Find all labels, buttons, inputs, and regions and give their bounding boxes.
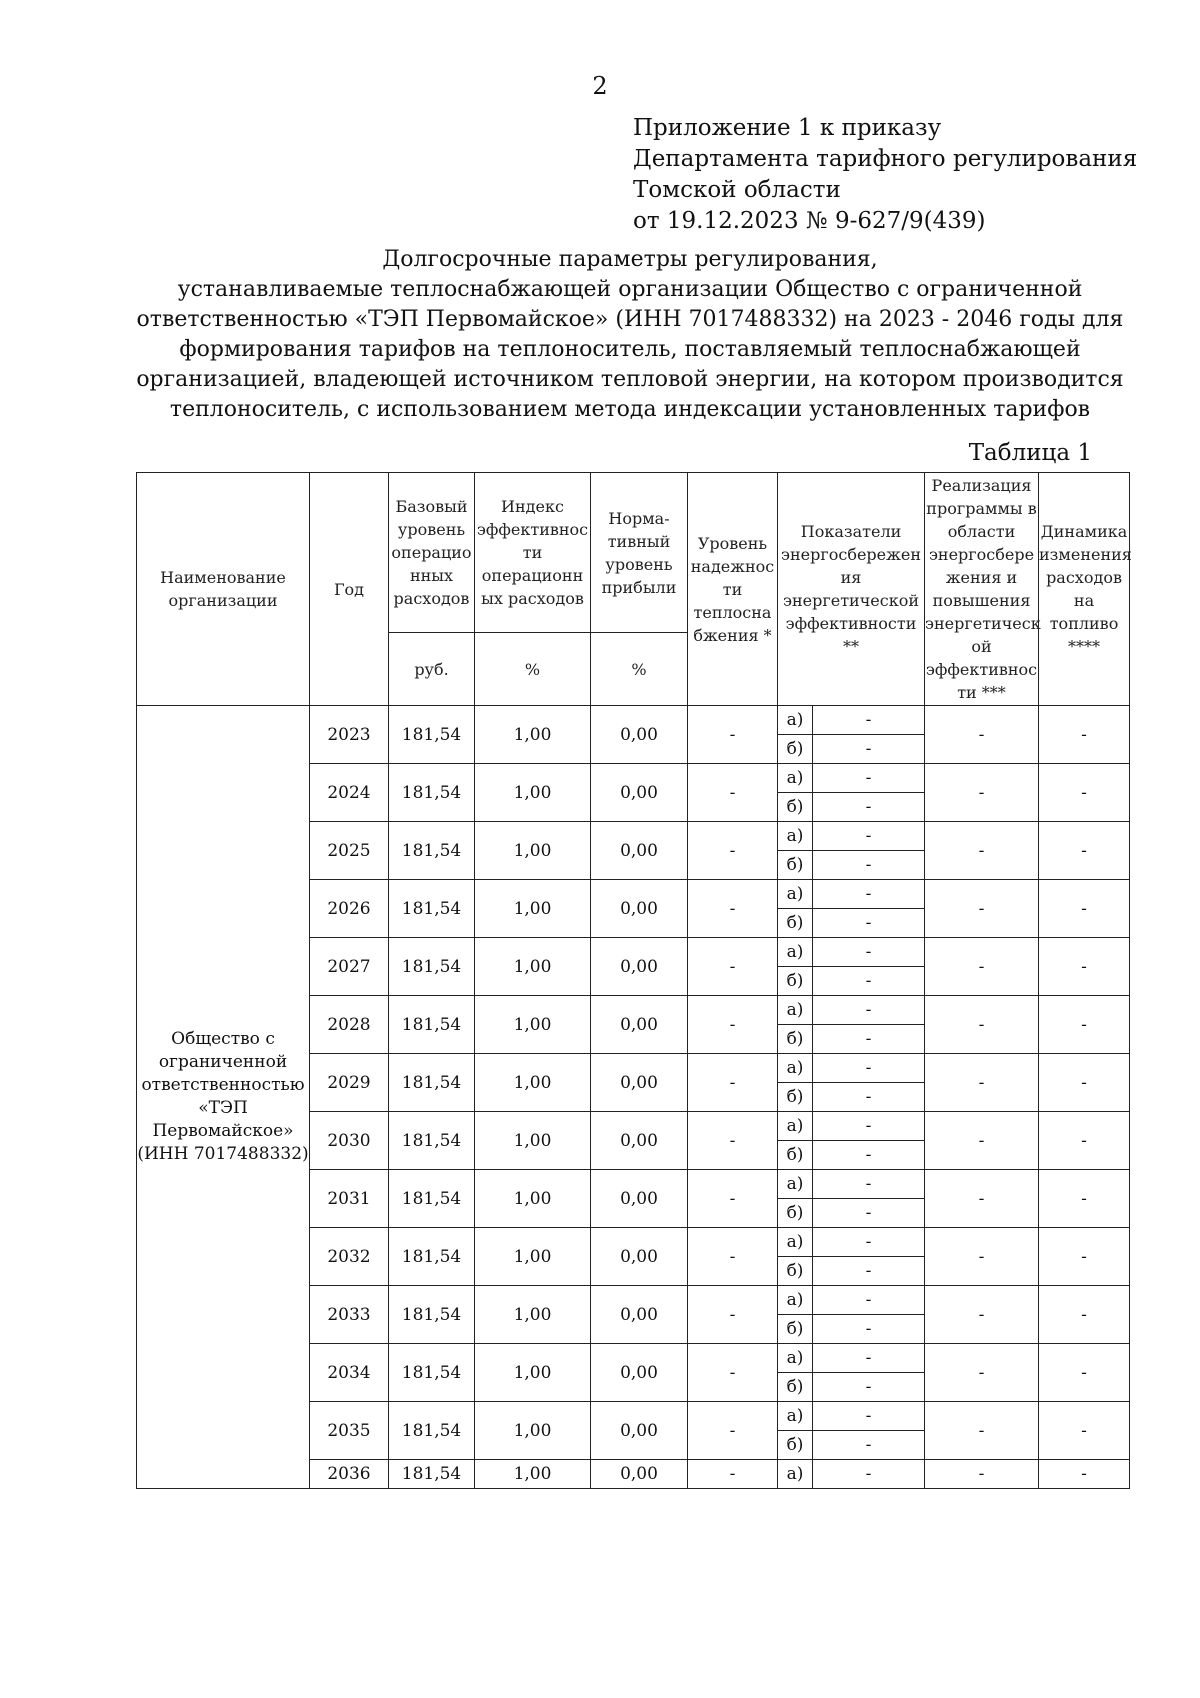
year-cell: 2029 bbox=[310, 1054, 389, 1112]
program-cell: - bbox=[925, 1344, 1039, 1402]
energy-a-cell: - bbox=[813, 822, 925, 851]
unit-percent: % bbox=[475, 633, 591, 706]
energy-b-cell: - bbox=[813, 1315, 925, 1344]
energy-b-cell: - bbox=[813, 967, 925, 996]
fuel-cell: - bbox=[1039, 1112, 1130, 1170]
label-a: а) bbox=[778, 1170, 813, 1199]
efficiency-index-cell: 1,00 bbox=[475, 880, 591, 938]
base-level-cell: 181,54 bbox=[389, 1170, 475, 1228]
energy-a-cell: - bbox=[813, 1402, 925, 1431]
reliability-cell: - bbox=[688, 1402, 778, 1460]
title-line: организацией, владеющей источником тепловой энергии, на котором производится bbox=[136, 367, 1124, 392]
header-line: топливо bbox=[1049, 614, 1119, 633]
header-line: программы в bbox=[926, 499, 1037, 518]
header-year: Год bbox=[310, 473, 389, 706]
fuel-cell: - bbox=[1039, 1460, 1130, 1489]
appendix-date-number: от 19.12.2023 № 9-627/9(439) bbox=[633, 208, 986, 234]
header-line: Реализация bbox=[931, 476, 1032, 495]
header-line: надежнос bbox=[690, 556, 775, 576]
parameters-table bbox=[136, 472, 1130, 1489]
base-level-cell: 181,54 bbox=[389, 1054, 475, 1112]
unit-rub: руб. bbox=[389, 633, 475, 706]
appendix-line: Приложение 1 к приказу bbox=[633, 115, 942, 141]
table-row bbox=[137, 706, 1130, 735]
label-a: а) bbox=[778, 1460, 813, 1489]
fuel-cell: - bbox=[1039, 706, 1130, 764]
profit-level-cell: 0,00 bbox=[591, 1112, 688, 1170]
reliability-cell: - bbox=[688, 1054, 778, 1112]
appendix-line: Департамента тарифного регулирования bbox=[633, 146, 1138, 172]
energy-a-cell: - bbox=[813, 1112, 925, 1141]
table-body bbox=[137, 706, 1130, 1489]
header-line: ти bbox=[522, 543, 543, 562]
header-line: теплосна bbox=[693, 602, 772, 622]
base-level-cell: 181,54 bbox=[389, 822, 475, 880]
label-b: б) bbox=[778, 1315, 813, 1344]
label-b: б) bbox=[778, 1257, 813, 1286]
energy-b-cell: - bbox=[813, 1257, 925, 1286]
fuel-cell: - bbox=[1039, 1286, 1130, 1344]
efficiency-index-cell: 1,00 bbox=[475, 1460, 591, 1489]
program-cell: - bbox=[925, 1460, 1039, 1489]
year-cell: 2025 bbox=[310, 822, 389, 880]
fuel-cell: - bbox=[1039, 1054, 1130, 1112]
header-line: ой bbox=[971, 637, 992, 656]
base-level-cell: 181,54 bbox=[389, 706, 475, 764]
efficiency-index-cell: 1,00 bbox=[475, 1344, 591, 1402]
header-line: эффективности bbox=[785, 614, 917, 633]
energy-b-cell: - bbox=[813, 793, 925, 822]
profit-level-cell: 0,00 bbox=[591, 1228, 688, 1286]
header-line: расходов bbox=[1046, 568, 1122, 587]
energy-b-cell: - bbox=[813, 909, 925, 938]
org-line: ограниченной bbox=[158, 1052, 288, 1072]
header-line: **** bbox=[1068, 637, 1101, 656]
base-level-cell: 181,54 bbox=[389, 1344, 475, 1402]
base-level-cell: 181,54 bbox=[389, 996, 475, 1054]
reliability-cell: - bbox=[688, 822, 778, 880]
reliability-cell: - bbox=[688, 938, 778, 996]
base-level-cell: 181,54 bbox=[389, 1286, 475, 1344]
energy-a-cell: - bbox=[813, 706, 925, 735]
header-org bbox=[137, 473, 310, 706]
efficiency-index-cell: 1,00 bbox=[475, 1228, 591, 1286]
energy-a-cell: - bbox=[813, 1344, 925, 1373]
org-line: Первомайское» bbox=[152, 1121, 294, 1141]
program-cell: - bbox=[925, 822, 1039, 880]
year-cell: 2027 bbox=[310, 938, 389, 996]
label-b: б) bbox=[778, 909, 813, 938]
year-cell: 2036 bbox=[310, 1460, 389, 1489]
reliability-cell: - bbox=[688, 1228, 778, 1286]
header-line: бжения * bbox=[693, 625, 772, 645]
energy-a-cell: - bbox=[813, 996, 925, 1025]
year-cell: 2031 bbox=[310, 1170, 389, 1228]
program-cell: - bbox=[925, 1170, 1039, 1228]
label-b: б) bbox=[778, 735, 813, 764]
header-line: ** bbox=[843, 637, 859, 656]
energy-b-cell: - bbox=[813, 851, 925, 880]
label-a: а) bbox=[778, 996, 813, 1025]
label-b: б) bbox=[778, 793, 813, 822]
label-a: а) bbox=[778, 822, 813, 851]
year-cell: 2035 bbox=[310, 1402, 389, 1460]
efficiency-index-cell: 1,00 bbox=[475, 764, 591, 822]
header-line: уровень bbox=[605, 554, 673, 574]
header-line: Динамика bbox=[1040, 522, 1128, 541]
label-b: б) bbox=[778, 851, 813, 880]
title-line: формирования тарифов на теплоноситель, поставляемый теплоснабжающей bbox=[179, 337, 1081, 362]
label-b: б) bbox=[778, 1431, 813, 1460]
header-line: операцио bbox=[391, 543, 472, 562]
table-label: Таблица 1 bbox=[968, 440, 1092, 466]
energy-a-cell: - bbox=[813, 1460, 925, 1489]
profit-level-cell: 0,00 bbox=[591, 764, 688, 822]
label-b: б) bbox=[778, 967, 813, 996]
header-line: области bbox=[947, 522, 1016, 541]
header-line: Уровень bbox=[697, 533, 768, 553]
header-line: организации bbox=[168, 591, 278, 610]
efficiency-index-cell: 1,00 bbox=[475, 706, 591, 764]
reliability-cell: - bbox=[688, 880, 778, 938]
program-cell: - bbox=[925, 1286, 1039, 1344]
efficiency-index-cell: 1,00 bbox=[475, 996, 591, 1054]
profit-level-cell: 0,00 bbox=[591, 1054, 688, 1112]
reliability-cell: - bbox=[688, 1112, 778, 1170]
header-reliability bbox=[688, 473, 778, 706]
reliability-cell: - bbox=[688, 1170, 778, 1228]
program-cell: - bbox=[925, 938, 1039, 996]
header-line: расходов bbox=[393, 589, 470, 608]
energy-a-cell: - bbox=[813, 764, 925, 793]
year-cell: 2023 bbox=[310, 706, 389, 764]
header-efficiency-index bbox=[475, 473, 591, 633]
org-line: Общество с bbox=[171, 1029, 275, 1049]
header-fuel-dynamics bbox=[1039, 473, 1130, 706]
year-cell: 2028 bbox=[310, 996, 389, 1054]
energy-a-cell: - bbox=[813, 1228, 925, 1257]
energy-a-cell: - bbox=[813, 880, 925, 909]
title-line: Долгосрочные параметры регулирования, bbox=[382, 247, 878, 272]
header-base-level bbox=[389, 473, 475, 633]
program-cell: - bbox=[925, 1402, 1039, 1460]
header-line: повышения bbox=[932, 591, 1031, 610]
fuel-cell: - bbox=[1039, 822, 1130, 880]
reliability-cell: - bbox=[688, 1344, 778, 1402]
profit-level-cell: 0,00 bbox=[591, 1286, 688, 1344]
header-line: Наименование bbox=[160, 568, 286, 587]
efficiency-index-cell: 1,00 bbox=[475, 1402, 591, 1460]
program-cell: - bbox=[925, 1054, 1039, 1112]
base-level-cell: 181,54 bbox=[389, 764, 475, 822]
base-level-cell: 181,54 bbox=[389, 1402, 475, 1460]
header-line: энергосбере bbox=[928, 545, 1035, 564]
header-line: прибыли bbox=[601, 577, 677, 597]
header-line: на bbox=[1073, 591, 1095, 610]
header-energy-saving bbox=[778, 473, 925, 706]
header-line: тивный bbox=[607, 531, 671, 551]
fuel-cell: - bbox=[1039, 1228, 1130, 1286]
energy-b-cell: - bbox=[813, 1025, 925, 1054]
base-level-cell: 181,54 bbox=[389, 880, 475, 938]
program-cell: - bbox=[925, 880, 1039, 938]
title-line: устанавливаемые теплоснабжающей организации Общество с ограниченной bbox=[177, 277, 1083, 302]
header-line: уровень bbox=[397, 520, 466, 539]
energy-a-cell: - bbox=[813, 1170, 925, 1199]
efficiency-index-cell: 1,00 bbox=[475, 1112, 591, 1170]
label-a: а) bbox=[778, 1054, 813, 1083]
header-program bbox=[925, 473, 1039, 706]
header-line: нных bbox=[409, 566, 454, 585]
efficiency-index-cell: 1,00 bbox=[475, 1170, 591, 1228]
base-level-cell: 181,54 bbox=[389, 938, 475, 996]
label-a: а) bbox=[778, 764, 813, 793]
reliability-cell: - bbox=[688, 706, 778, 764]
program-cell: - bbox=[925, 764, 1039, 822]
label-a: а) bbox=[778, 1112, 813, 1141]
base-level-cell: 181,54 bbox=[389, 1228, 475, 1286]
profit-level-cell: 0,00 bbox=[591, 822, 688, 880]
header-line: ти *** bbox=[957, 683, 1006, 702]
header-line: эффективнос bbox=[925, 660, 1038, 679]
reliability-cell: - bbox=[688, 1286, 778, 1344]
year-cell: 2024 bbox=[310, 764, 389, 822]
label-b: б) bbox=[778, 1141, 813, 1170]
header-profit-level bbox=[591, 473, 688, 633]
header-line: изменения bbox=[1039, 545, 1132, 564]
organization-name bbox=[137, 706, 310, 1489]
label-a: а) bbox=[778, 938, 813, 967]
label-b: б) bbox=[778, 1025, 813, 1054]
energy-b-cell: - bbox=[813, 735, 925, 764]
org-line: ответственностью bbox=[141, 1075, 305, 1095]
fuel-cell: - bbox=[1039, 880, 1130, 938]
org-line: (ИНН 7017488332) bbox=[137, 1144, 309, 1164]
program-cell: - bbox=[925, 1112, 1039, 1170]
fuel-cell: - bbox=[1039, 1170, 1130, 1228]
header-line: операционн bbox=[481, 566, 584, 585]
label-b: б) bbox=[778, 1083, 813, 1112]
fuel-cell: - bbox=[1039, 996, 1130, 1054]
label-a: а) bbox=[778, 880, 813, 909]
year-cell: 2026 bbox=[310, 880, 389, 938]
header-line: эффективнос bbox=[476, 520, 589, 539]
year-cell: 2033 bbox=[310, 1286, 389, 1344]
header-line: Норма- bbox=[608, 508, 670, 528]
efficiency-index-cell: 1,00 bbox=[475, 1286, 591, 1344]
header-line: жения и bbox=[945, 568, 1018, 587]
reliability-cell: - bbox=[688, 764, 778, 822]
profit-level-cell: 0,00 bbox=[591, 706, 688, 764]
label-a: а) bbox=[778, 1402, 813, 1431]
label-a: а) bbox=[778, 1344, 813, 1373]
profit-level-cell: 0,00 bbox=[591, 938, 688, 996]
year-cell: 2032 bbox=[310, 1228, 389, 1286]
year-cell: 2030 bbox=[310, 1112, 389, 1170]
profit-level-cell: 0,00 bbox=[591, 996, 688, 1054]
document-title bbox=[120, 245, 1140, 425]
appendix-block bbox=[633, 113, 1137, 237]
efficiency-index-cell: 1,00 bbox=[475, 822, 591, 880]
unit-percent: % bbox=[591, 633, 688, 706]
base-level-cell: 181,54 bbox=[389, 1460, 475, 1489]
energy-a-cell: - bbox=[813, 938, 925, 967]
energy-a-cell: - bbox=[813, 1286, 925, 1315]
efficiency-index-cell: 1,00 bbox=[475, 938, 591, 996]
header-line: Базовый bbox=[395, 497, 468, 516]
label-a: а) bbox=[778, 706, 813, 735]
energy-b-cell: - bbox=[813, 1199, 925, 1228]
title-line: ответственностью «ТЭП Первомайское» (ИНН 7017488332) на 2023 - 2046 годы для bbox=[136, 307, 1124, 332]
base-level-cell: 181,54 bbox=[389, 1112, 475, 1170]
label-b: б) bbox=[778, 1199, 813, 1228]
label-b: б) bbox=[778, 1373, 813, 1402]
fuel-cell: - bbox=[1039, 764, 1130, 822]
profit-level-cell: 0,00 bbox=[591, 1402, 688, 1460]
header-line: ых расходов bbox=[481, 589, 584, 608]
program-cell: - bbox=[925, 1228, 1039, 1286]
profit-level-cell: 0,00 bbox=[591, 1344, 688, 1402]
energy-b-cell: - bbox=[813, 1373, 925, 1402]
reliability-cell: - bbox=[688, 996, 778, 1054]
label-a: а) bbox=[778, 1228, 813, 1257]
header-line: Индекс bbox=[501, 497, 564, 516]
header-line: Показатели bbox=[800, 522, 902, 541]
energy-b-cell: - bbox=[813, 1083, 925, 1112]
program-cell: - bbox=[925, 706, 1039, 764]
header-line: ти bbox=[722, 579, 743, 599]
fuel-cell: - bbox=[1039, 938, 1130, 996]
header-line: энергетической bbox=[783, 591, 920, 610]
profit-level-cell: 0,00 bbox=[591, 880, 688, 938]
program-cell: - bbox=[925, 996, 1039, 1054]
profit-level-cell: 0,00 bbox=[591, 1170, 688, 1228]
label-a: а) bbox=[778, 1286, 813, 1315]
year-cell: 2034 bbox=[310, 1344, 389, 1402]
page-number: 2 bbox=[592, 72, 608, 100]
energy-b-cell: - bbox=[813, 1141, 925, 1170]
fuel-cell: - bbox=[1039, 1402, 1130, 1460]
energy-a-cell: - bbox=[813, 1054, 925, 1083]
efficiency-index-cell: 1,00 bbox=[475, 1054, 591, 1112]
header-line: ия bbox=[840, 568, 862, 587]
fuel-cell: - bbox=[1039, 1344, 1130, 1402]
appendix-line: Томской области bbox=[633, 177, 841, 203]
header-line: энергосбережен bbox=[781, 545, 921, 564]
title-line: теплоноситель, с использованием метода индексации установленных тарифов bbox=[169, 397, 1091, 422]
reliability-cell: - bbox=[688, 1460, 778, 1489]
profit-level-cell: 0,00 bbox=[591, 1460, 688, 1489]
header-line: энергетическ bbox=[925, 614, 1041, 633]
org-line: «ТЭП bbox=[198, 1098, 248, 1118]
energy-b-cell: - bbox=[813, 1431, 925, 1460]
